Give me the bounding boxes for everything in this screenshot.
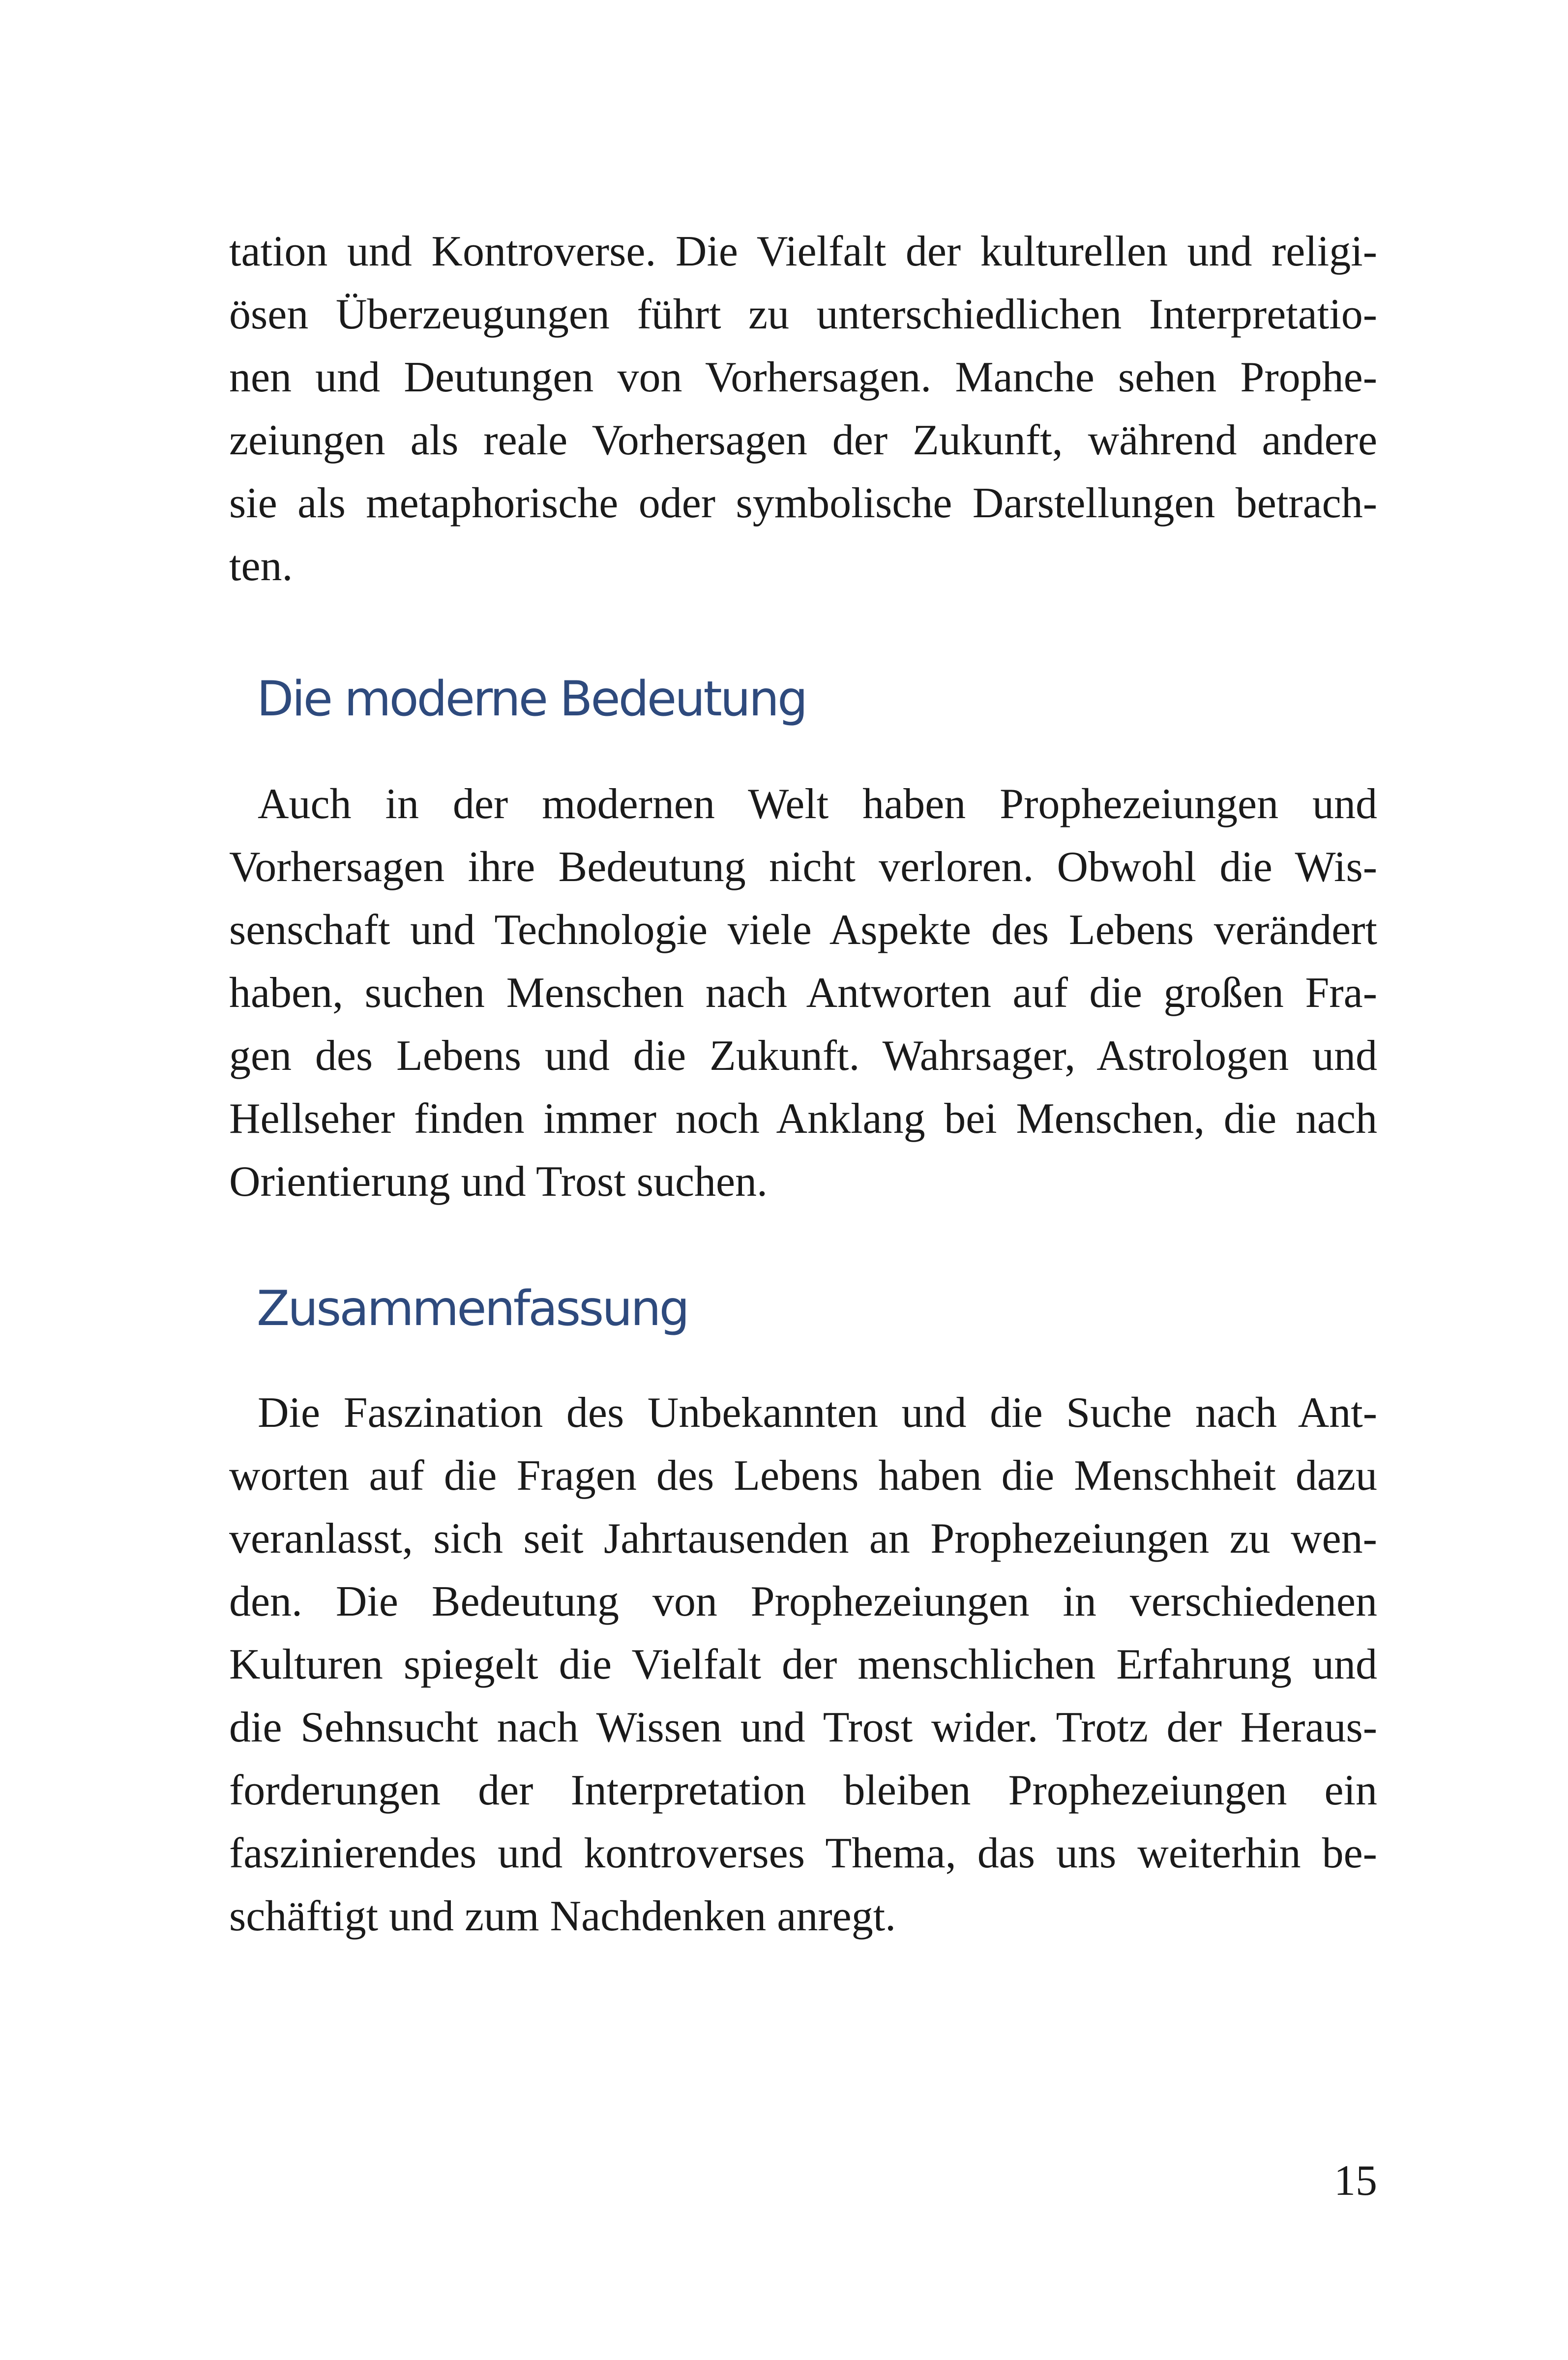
text-line: Orientierung und Trost suchen. <box>229 1158 768 1206</box>
paragraph-summary <box>229 1382 1377 1948</box>
text-line: faszinierendes und kontroverses Thema, das uns weiterhin be- <box>229 1829 1377 1877</box>
text-line: gen des Lebens und die Zukunft. Wahrsager, Astrologen und <box>229 1032 1377 1080</box>
text-line: zeiungen als reale Vorhersagen der Zukunft, während andere <box>229 416 1377 464</box>
text-line: Auch in der modernen Welt haben Prophezeiungen und <box>258 780 1377 828</box>
text-line: senschaft und Technologie viele Aspekte des Lebens verändert <box>229 906 1377 954</box>
text-line: forderungen der Interpretation bleiben Prophezeiungen ein <box>229 1767 1377 1814</box>
text-line: schäftigt und zum Nachdenken anregt. <box>229 1892 896 1940</box>
text-line: sie als metaphorische oder symbolische Darstellungen betrach- <box>229 479 1377 527</box>
page-number: 15 <box>1334 2157 1377 2205</box>
text-line: ösen Überzeugungen führt zu unterschiedlichen Interpretatio- <box>229 291 1377 338</box>
text-line: Hellseher finden immer noch Anklang bei Menschen, die nach <box>229 1095 1377 1143</box>
text-line: Kulturen spiegelt die Vielfalt der menschlichen Erfahrung und <box>229 1641 1377 1688</box>
text-line: tation und Kontroverse. Die Vielfalt der kulturellen und religi- <box>229 228 1377 275</box>
text-line: nen und Deutungen von Vorhersagen. Manche sehen Prophe- <box>229 354 1377 401</box>
paragraph-modern-significance <box>229 773 1377 1213</box>
text-line: den. Die Bedeutung von Prophezeiungen in verschiedenen <box>229 1578 1377 1625</box>
section-heading-modern-significance: Die moderne Bedeutung <box>257 671 806 727</box>
text-line: ten. <box>229 542 293 590</box>
text-line: veranlasst, sich seit Jahrtausenden an Prophezeiungen zu wen- <box>229 1515 1377 1563</box>
text-line: die Sehnsucht nach Wissen und Trost wider. Trotz der Heraus- <box>229 1704 1377 1751</box>
text-line: Die Faszination des Unbekannten und die Suche nach Ant- <box>258 1389 1377 1437</box>
text-line: Vorhersagen ihre Bedeutung nicht verloren. Obwohl die Wis- <box>229 843 1377 891</box>
text-line: haben, suchen Menschen nach Antworten auf die großen Fra- <box>229 969 1377 1017</box>
text-line: worten auf die Fragen des Lebens haben die Menschheit dazu <box>229 1452 1377 1500</box>
paragraph-intro <box>229 220 1377 598</box>
section-heading-summary: Zusammenfassung <box>257 1281 688 1337</box>
